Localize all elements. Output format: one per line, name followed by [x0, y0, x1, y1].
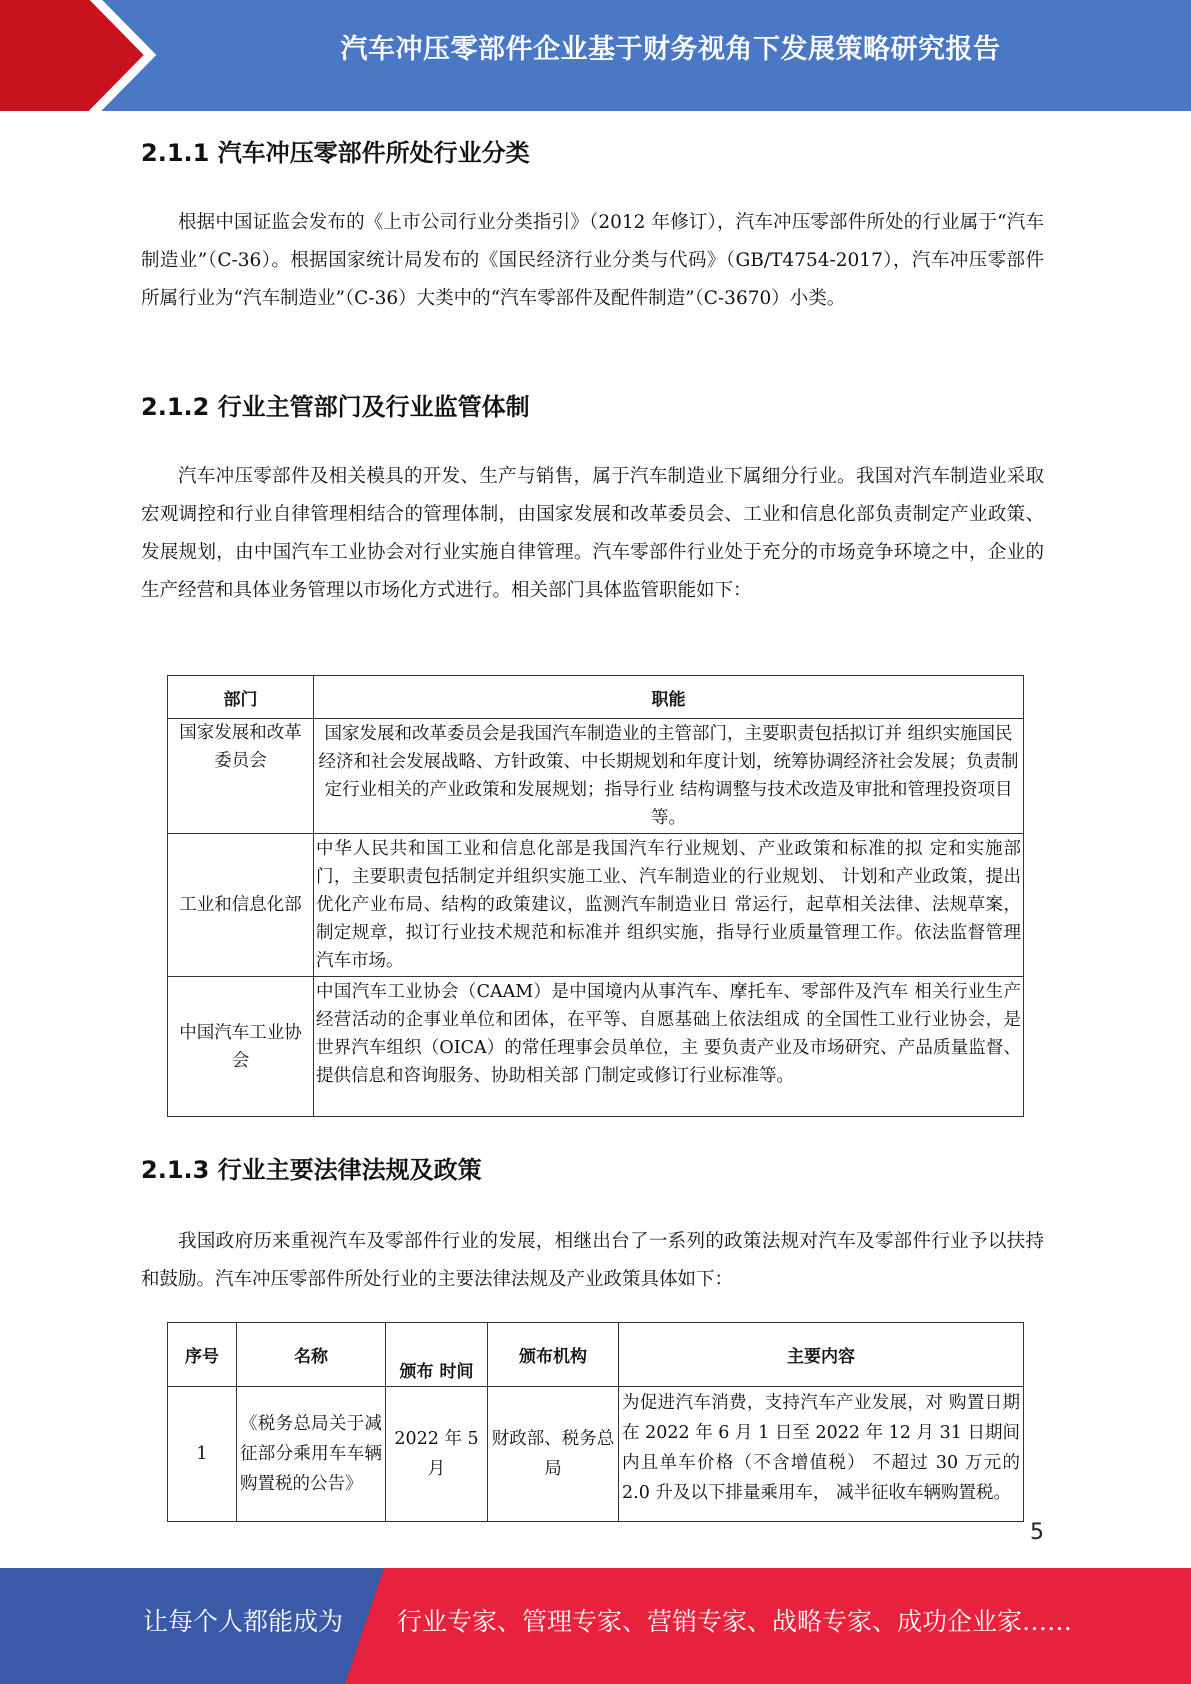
duty-cell: 中国汽车工业协会（CAAM）是中国境内从事汽车、摩托车、零部件及汽车 相关行业生产经营活动的企事业单位和团体，在平等、自愿基础上依法组成 的全国性工业行业协会，是世界汽车组织（OICA）的常任理事会员单位，主 要负责产业及市场研究、产品质量监督、提供信息和咨询服务、协助相关部 门制定或修订行业标准等。 [314, 977, 1024, 1117]
table-row [168, 834, 1024, 977]
page-header [0, 0, 1191, 111]
issuing-agency-cell: 财政部、税务总局 [488, 1387, 619, 1522]
header-title: 汽车冲压零部件企业基于财务视角下发展策略研究报告 [340, 34, 1001, 65]
footer-slogan-left: 让每个人都能成为 [143, 1607, 344, 1636]
dept-cell: 工业和信息化部 [168, 834, 314, 977]
regulator-table [167, 675, 1024, 1117]
table-header-cell: 颁布 时间 [386, 1323, 488, 1387]
duty-cell: 国家发展和改革委员会是我国汽车制造业的主管部门，主要职责包括拟订并 组织实施国民经济和社会发展战略、方针政策、中长期规划和年度计划，统筹协调经济社会发展；负责制定行业相关的产业政策和发展规划；指导行业 结构调整与技术改造及审批和管理投资项目等。 [314, 719, 1024, 834]
section-heading-2-1-3: 2.1.3 行业主要法律法规及政策 [141, 1156, 482, 1184]
table-row [168, 1387, 1024, 1522]
table-header-cell: 名称 [237, 1323, 386, 1387]
table-row [168, 719, 1024, 834]
table-header-row [168, 676, 1024, 719]
table-header-row [168, 1323, 1024, 1387]
policy-table [167, 1322, 1024, 1522]
page-footer [0, 1568, 1191, 1684]
page-number: 5 [1030, 1520, 1044, 1545]
table-header-cell: 颁布机构 [488, 1323, 619, 1387]
section-paragraph-2-1-2: 汽车冲压零部件及相关模具的开发、生产与销售，属于汽车制造业下属细分行业。我国对汽车制造业采取宏观调控和行业自律管理相结合的管理体制，由国家发展和改革委员会、工业和信息化部负责制定产业政策、发展规划，由中国汽车工业协会对行业实施自律管理。汽车零部件行业处于充分的市场竞争环境之中，企业的生产经营和具体业务管理以市场化方式进行。相关部门具体监管职能如下： [141, 466, 1044, 601]
section-paragraph-2-1-1: 根据中国证监会发布的《上市公司行业分类指引》（2012 年修订），汽车冲压零部件所处的行业属于“汽车制造业”（C-36）。根据国家统计局发布的《国民经济行业分类与代码》（GB/T4754-2017），汽车冲压零部件所属行业为“汽车制造业”（C-36）大类中的“汽车零部件及配件制造”（C-3670）小类。 [141, 212, 1044, 309]
policy-content-cell: 为促进汽车消费，支持汽车产业发展，对 购置日期在 2022 年 6 月 1 日至 2022 年 12 月 31 日期间内且单车价格（不含增值税） 不超过 30 万元的 2.0 升及以下排量乘用车， 减半征收车辆购置税。 [619, 1387, 1024, 1522]
dept-cell: 国家发展和改革委员会 [168, 719, 314, 834]
table-header-cell: 主要内容 [619, 1323, 1024, 1387]
row-number-cell: 1 [168, 1387, 237, 1522]
section-heading-2-1-2: 2.1.2 行业主管部门及行业监管体制 [141, 393, 530, 421]
section-heading-2-1-1: 2.1.1 汽车冲压零部件所处行业分类 [141, 139, 530, 167]
policy-name-cell: 《税务总局关于减征部分乘用车车辆购置税的公告》 [237, 1387, 386, 1522]
table-row [168, 977, 1024, 1117]
table-header-cell: 职能 [314, 676, 1024, 719]
footer-slogan-right: 行业专家、管理专家、营销专家、战略专家、成功企业家…… [397, 1607, 1073, 1636]
section-paragraph-2-1-3: 我国政府历来重视汽车及零部件行业的发展，相继出台了一系列的政策法规对汽车及零部件行业予以扶持和鼓励。汽车冲压零部件所处行业的主要法律法规及产业政策具体如下： [141, 1231, 1044, 1290]
table-header-cell: 序号 [168, 1323, 237, 1387]
duty-cell: 中华人民共和国工业和信息化部是我国汽车行业规划、产业政策和标准的拟 定和实施部门，主要职责包括制定并组织实施工业、汽车制造业的行业规划、 计划和产业政策，提出优化产业布局、结构的政策建议，监测汽车制造业日 常运行，起草相关法律、法规草案，制定规章，拟订行业技术规范和标准并 组织实施，指导行业质量管理工作。依法监督管理汽车市场。 [314, 834, 1024, 977]
dept-cell: 中国汽车工业协会 [168, 977, 314, 1117]
issue-date-cell: 2022 年 5月 [386, 1387, 488, 1522]
table-header-cell: 部门 [168, 676, 314, 719]
